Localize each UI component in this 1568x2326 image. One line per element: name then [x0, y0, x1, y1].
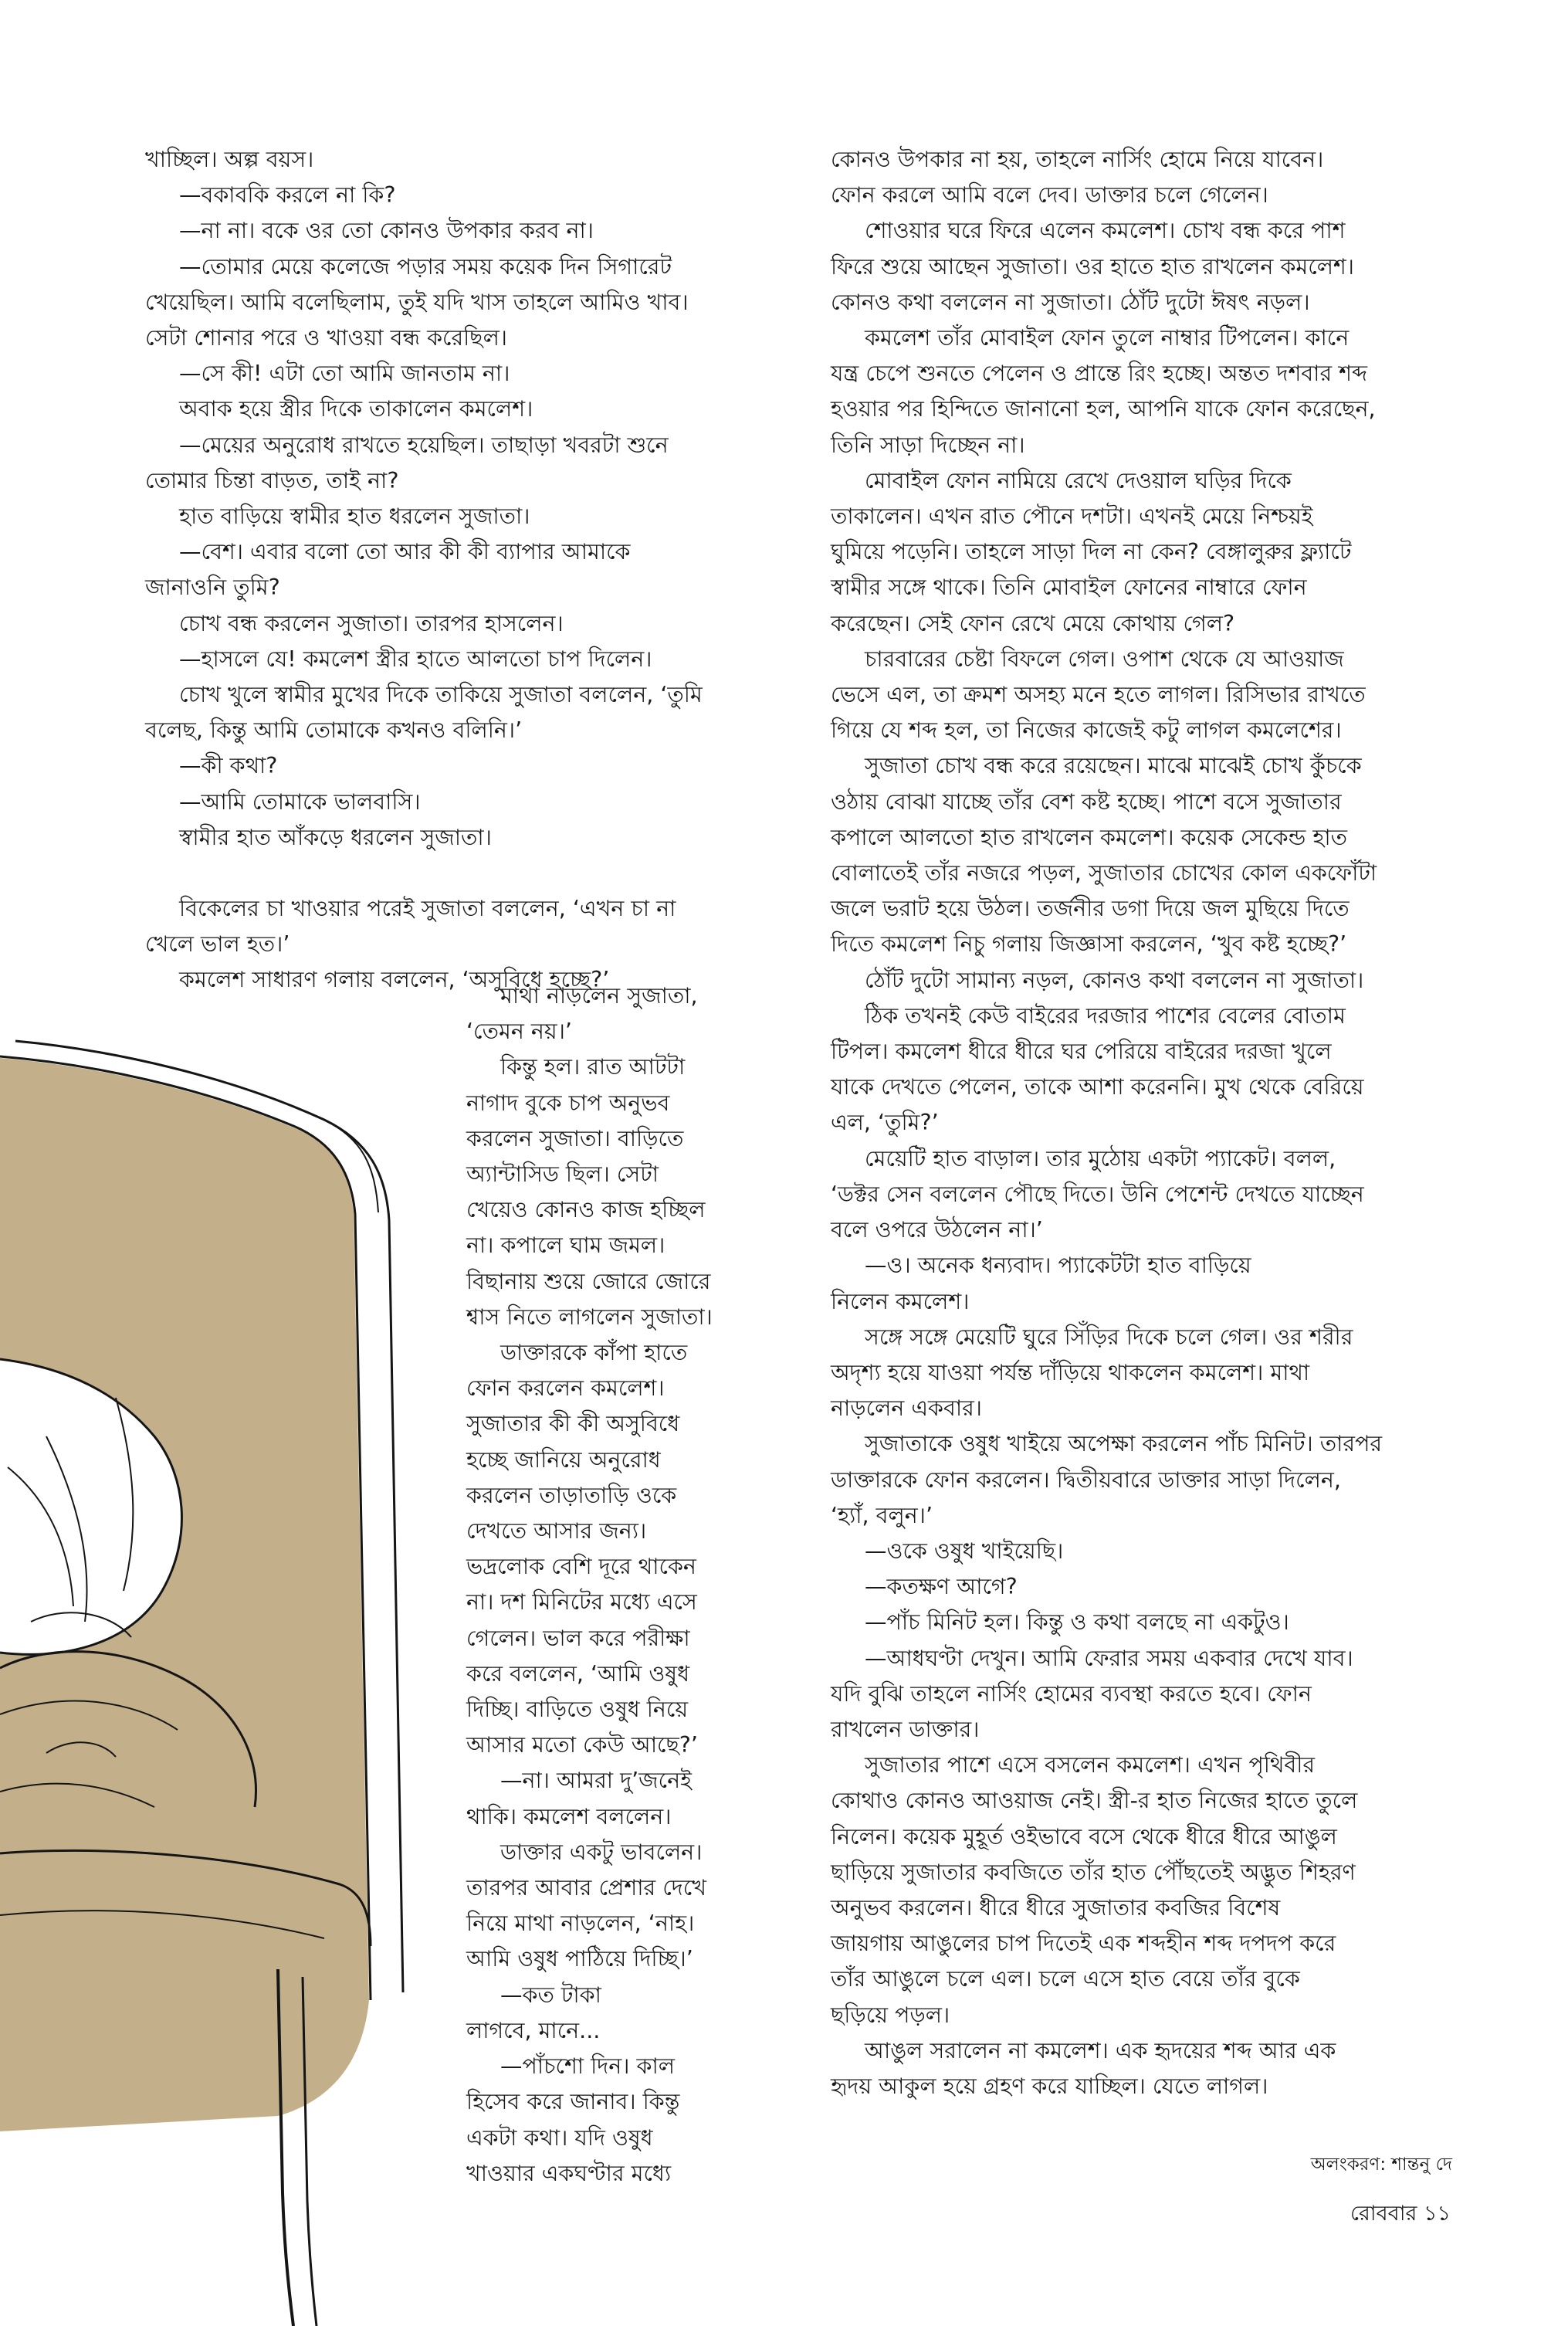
- text-line: —আমি তোমাকে ভালবাসি।: [179, 788, 421, 815]
- text-line: আঙুল সরালেন না কমলেশ। এক হৃদয়ের শব্দ আর এক: [865, 2037, 1336, 2063]
- text-line: তাকালেন। এখন রাত পৌনে দশটা। এখনই মেয়ে নিশ্চয়ই: [831, 504, 1313, 530]
- text-line: নাগাদ বুকে চাপ অনুভব: [466, 1090, 670, 1116]
- text-line: খাচ্ছিল। অল্প বয়স।: [145, 147, 314, 172]
- text-line: কমলেশ তাঁর মোবাইল ফোন তুলে নাম্বার টিপলেন। কানে: [865, 325, 1350, 351]
- text-line: মোবাইল ফোন নামিয়ে রেখে দেওয়াল ঘড়ির দিকে: [865, 467, 1292, 493]
- text-line: শ্বাস নিতে লাগলেন সুজাতা।: [466, 1304, 713, 1330]
- text-line: কোনও উপকার না হয়, তাহলে নার্সিং হোমে নিয়ে যাবেন।: [831, 147, 1324, 172]
- text-line: —সে কী! এটা তো আমি জানতাম না।: [179, 361, 510, 387]
- text-line: আমি ওষুধ পাঠিয়ে দিচ্ছি।’: [466, 1946, 693, 1972]
- text-line: করলেন সুজাতা। বাড়িতে: [466, 1125, 684, 1151]
- text-line: এল, ‘তুমি?’: [831, 1110, 939, 1136]
- text-line: জায়গায় আঙুলের চাপ দিতেই এক শব্দহীন শব্দ দপদপ করে: [831, 1931, 1336, 1957]
- text-line: বলে ওপরে উঠলেন না।’: [831, 1217, 1043, 1243]
- text-line: খেলে ভাল হত।’: [145, 931, 290, 958]
- text-line: অবাক হয়ে স্ত্রীর দিকে তাকালেন কমলেশ।: [179, 396, 533, 422]
- text-line: রাখলেন ডাক্তার।: [831, 1716, 980, 1742]
- text-line: অনুভব করলেন। ধীরে ধীরে সুজাতার কবজির বিশেষ: [831, 1894, 1281, 1921]
- text-line: আসার মতো কেউ আছে?’: [466, 1732, 698, 1758]
- text-line: যদি বুঝি তাহলে নার্সিং হোমের ব্যবস্থা করতে হবে। ফোন: [831, 1680, 1312, 1707]
- text-line: ঠোঁট দুটো সামান্য নড়ল, কোনও কথা বললেন না সুজাতা।: [865, 967, 1364, 993]
- text-line: ‘ডক্টর সেন বললেন পৌছে দিতে। উনি পেশেন্ট দেখতে যাচ্ছেন: [831, 1181, 1364, 1207]
- text-line: দিচ্ছি। বাড়িতে ওষুধ নিয়ে: [466, 1697, 689, 1723]
- text-line: নিলেন কমলেশ।: [831, 1288, 970, 1314]
- text-line: জলে ভরাট হয়ে উঠল। তর্জনীর ডগা দিয়ে জল মুছিয়ে দিতে: [831, 896, 1350, 922]
- text-line: হৃদয় আকুল হয়ে গ্রহণ করে যাচ্ছিল। যেতে লাগল।: [831, 2073, 1268, 2099]
- text-line: ‘হ্যাঁ, বলুন।’: [831, 1502, 933, 1528]
- text-line: সঙ্গে সঙ্গে মেয়েটি ঘুরে সিঁড়ির দিকে চলে গেল। ওর শরীর: [865, 1324, 1353, 1350]
- text-line: কোথাও কোনও আওয়াজ নেই। স্ত্রী-র হাত নিজের হাতে তুলে: [831, 1788, 1358, 1814]
- text-line: করেছেন। সেই ফোন রেখে মেয়ে কোথায় গেল?: [831, 610, 1235, 636]
- text-line: অদৃশ্য হয়ে যাওয়া পর্যন্ত দাঁড়িয়ে থাকলেন কমলেশ। মাথা: [831, 1359, 1310, 1385]
- text-line: নিয়ে মাথা নাড়লেন, ‘নাহ।: [466, 1911, 695, 1937]
- text-line: চারবারের চেষ্টা বিফলে গেল। ওপাশ থেকে যে আওয়াজ: [865, 646, 1344, 672]
- text-line: হাত বাড়িয়ে স্বামীর হাত ধরলেন সুজাতা।: [179, 504, 530, 530]
- text-line: —পাঁচশো দিন। কাল: [500, 2053, 675, 2080]
- text-line: সেটা শোনার পরে ও খাওয়া বন্ধ করেছিল।: [145, 325, 507, 351]
- bed-illustration: [0, 1035, 463, 2326]
- text-line: ঠিক তখনই কেউ বাইরের দরজার পাশের বেলের বোতাম: [865, 1002, 1346, 1029]
- text-line: —কত টাকা: [500, 1982, 601, 2008]
- text-line: করলেন তাড়াতাড়ি ওকে: [466, 1482, 677, 1508]
- text-line: দেখতে আসার জন্য।: [466, 1518, 647, 1544]
- text-line: কমলেশ সাধারণ গলায় বললেন, ‘অসুবিধে হচ্ছে?’: [179, 967, 610, 993]
- text-line: সুজাতার কী কী অসুবিধে: [466, 1411, 680, 1437]
- text-line: কোনও কথা বললেন না সুজাতা। ঠোঁট দুটো ঈষৎ নড়ল।: [831, 289, 1310, 315]
- text-line: ভদ্রলোক বেশি দূরে থাকেন: [466, 1554, 696, 1580]
- text-line: হচ্ছে জানিয়ে অনুরোধ: [466, 1446, 661, 1473]
- text-line: —বেশ। এবার বলো তো আর কী কী ব্যাপার আমাকে: [179, 539, 631, 565]
- text-line: ফিরে শুয়ে আছেন সুজাতা। ওর হাতে হাত রাখলেন কমলেশ।: [831, 253, 1354, 280]
- text-line: [145, 856, 732, 891]
- text-line: না। দশ মিনিটের মধ্যে এসে: [466, 1589, 697, 1616]
- text-line: বিকেলের চা খাওয়ার পরেই সুজাতা বললেন, ‘এখন চা না: [179, 896, 676, 922]
- text-line: —তোমার মেয়ে কলেজে পড়ার সময় কয়েক দিন সিগারেট: [179, 253, 672, 280]
- text-line: চোখ বন্ধ করলেন সুজাতা। তারপর হাসলেন।: [179, 610, 564, 636]
- text-line: ডাক্তারকে ফোন করলেন। দ্বিতীয়বারে ডাক্তার সাড়া দিলেন,: [831, 1466, 1341, 1493]
- text-line: তোমার চিন্তা বাড়ত, তাই না?: [145, 467, 399, 493]
- text-line: খেয়েছিল। আমি বলেছিলাম, তুই যদি খাস তাহলে আমিও খাব।: [145, 289, 689, 315]
- text-line: চোখ খুলে স্বামীর মুখের দিকে তাকিয়ে সুজাতা বললেন, ‘তুমি: [179, 682, 703, 708]
- text-line: ওঠায় বোঝা যাচ্ছে তাঁর বেশ কষ্ট হচ্ছে। পাশে বসে সুজাতার: [831, 788, 1342, 815]
- text-line: জানাওনি তুমি?: [145, 575, 280, 601]
- page-folio: রোববার ১১: [1350, 2202, 1451, 2226]
- text-line: থাকি। কমলেশ বললেন।: [466, 1803, 672, 1829]
- story-column-right: [831, 142, 1464, 2104]
- text-line: তারপর আবার প্রেশার দেখে: [466, 1875, 706, 1901]
- text-line: গিয়ে যে শব্দ হল, তা নিজের কাজেই কটু লাগল কমলেশের।: [831, 717, 1342, 744]
- text-line: —হাসলে যে! কমলেশ স্ত্রীর হাতে আলতো চাপ দিলেন।: [179, 646, 652, 672]
- illustration-credit: অলংকরণ: শান্তনু দে: [1310, 2155, 1452, 2175]
- text-line: শোওয়ার ঘরে ফিরে এলেন কমলেশ। চোখ বন্ধ করে পাশ: [865, 218, 1346, 244]
- text-line: খাওয়ার একঘণ্টার মধ্যে: [466, 2160, 672, 2186]
- text-line: ঘুমিয়ে পড়েনি। তাহলে সাড়া দিল না কেন? বেঙ্গালুরুর ফ্ল্যাটে: [831, 539, 1352, 565]
- text-line: বলেছ, কিন্তু আমি তোমাকে কখনও বলিনি।’: [145, 717, 523, 744]
- text-line: নাড়লেন একবার।: [831, 1395, 982, 1422]
- text-line: তাঁর আঙুলে চলে এল। চলে এসে হাত বেয়ে তাঁর বুকে: [831, 1966, 1300, 1992]
- text-line: যন্ত্র চেপে শুনতে পেলেন ও প্রান্তে রিং হচ্ছে। অন্তত দশবার শব্দ: [831, 361, 1368, 387]
- text-line: —ও। অনেক ধন্যবাদ। প্যাকেটটা হাত বাড়িয়ে: [865, 1253, 1251, 1279]
- text-line: মাথা নাড়লেন সুজাতা,: [500, 983, 698, 1009]
- story-column-left: [145, 142, 732, 999]
- text-line: —না। আমরা দু’জনেই: [500, 1768, 692, 1794]
- text-line: —না না। বকে ওর তো কোনও উপকার করব না।: [179, 218, 594, 244]
- text-line: বোলাতেই তাঁর নজরে পড়ল, সুজাতার চোখের কোল একফোঁটা: [831, 860, 1377, 887]
- text-line: ডাক্তার একটু ভাবলেন।: [500, 1839, 703, 1865]
- text-line: —ওকে ওষুধ খাইয়েছি।: [865, 1538, 1064, 1564]
- text-line: হওয়ার পর হিন্দিতে জানানো হল, আপনি যাকে ফোন করেছেন,: [831, 396, 1376, 422]
- text-line: টিপল। কমলেশ ধীরে ধীরে ঘর পেরিয়ে বাইরের দরজা খুলে: [831, 1039, 1332, 1065]
- text-line: বিছানায় শুয়ে জোরে জোরে: [466, 1268, 711, 1294]
- story-column-middle: [466, 978, 775, 2192]
- text-line: ডাক্তারকে কাঁপা হাতে: [500, 1340, 688, 1366]
- text-line: —বকাবকি করলে না কি?: [179, 182, 396, 209]
- text-line: করে বললেন, ‘আমি ওষুধ: [466, 1660, 690, 1687]
- text-line: ফোন করলেন কমলেশ।: [466, 1375, 665, 1402]
- text-line: ‘তেমন নয়।’: [466, 1019, 572, 1045]
- text-line: সুজাতাকে ওষুধ খাইয়ে অপেক্ষা করলেন পাঁচ মিনিট। তারপর: [865, 1431, 1383, 1457]
- text-line: —কতক্ষণ আগে?: [865, 1574, 1018, 1600]
- text-line: গেলেন। ভাল করে পরীক্ষা: [466, 1625, 690, 1651]
- text-line: স্বামীর হাত আঁকড়ে ধরলেন সুজাতা।: [179, 824, 492, 850]
- text-line: সুজাতার পাশে এসে বসলেন কমলেশ। এখন পৃথিবীর: [865, 1752, 1316, 1778]
- text-line: মেয়েটি হাত বাড়াল। তার মুঠোয় একটা প্যাকেট। বলল,: [865, 1145, 1336, 1171]
- text-line: একটা কথা। যদি ওষুধ: [466, 2124, 653, 2151]
- text-line: স্বামীর সঙ্গে থাকে। তিনি মোবাইল ফোনের নাম্বারে ফোন: [831, 575, 1307, 601]
- text-line: হিসেব করে জানাব। কিন্তু: [466, 2089, 680, 2115]
- text-line: —পাঁচ মিনিট হল। কিন্তু ও কথা বলছে না একটুও।: [865, 1609, 1289, 1636]
- text-line: তিনি সাড়া দিচ্ছেন না।: [831, 432, 1025, 458]
- text-line: খেয়েও কোনও কাজ হচ্ছিল: [466, 1197, 706, 1223]
- text-line: —আধঘণ্টা দেখুন। আমি ফেরার সময় একবার দেখে যাব।: [865, 1645, 1353, 1671]
- text-line: সুজাতা চোখ বন্ধ করে রয়েছেন। মাঝে মাঝেই চোখ কুঁচকে: [865, 753, 1362, 779]
- text-line: দিতে কমলেশ নিচু গলায় জিজ্ঞাসা করলেন, ‘খুব কষ্ট হচ্ছে?’: [831, 931, 1347, 958]
- text-line: ভেসে এল, তা ক্রমশ অসহ্য মনে হতে লাগল। রিসিভার রাখতে: [831, 682, 1366, 708]
- text-line: ছাড়িয়ে সুজাতার কবজিতে তাঁর হাত পৌঁছতেই অদ্ভুত শিহরণ: [831, 1859, 1356, 1885]
- text-line: ছড়িয়ে পড়ল।: [831, 2002, 950, 2028]
- text-line: লাগবে, মানে...: [466, 2017, 601, 2043]
- text-line: যাকে দেখতে পেলেন, তাকে আশা করেননি। মুখ থেকে বেরিয়ে: [831, 1074, 1364, 1100]
- text-line: —কী কথা?: [179, 753, 278, 779]
- text-line: —মেয়ের অনুরোধ রাখতে হয়েছিল। তাছাড়া খবরটা শুনে: [179, 432, 669, 458]
- text-line: অ্যান্টাসিড ছিল। সেটা: [466, 1161, 659, 1188]
- text-line: না। কপালে ঘাম জমল।: [466, 1233, 665, 1259]
- text-line: ফোন করলে আমি বলে দেব। ডাক্তার চলে গেলেন।: [831, 182, 1268, 209]
- text-line: কপালে আলতো হাত রাখলেন কমলেশ। কয়েক সেকেন্ড হাত: [831, 824, 1347, 850]
- text-line: কিন্তু হল। রাত আটটা: [500, 1054, 686, 1080]
- text-line: নিলেন। কয়েক মুহূর্ত ওইভাবে বসে থেকে ধীরে ধীরে আঙুল: [831, 1823, 1337, 1850]
